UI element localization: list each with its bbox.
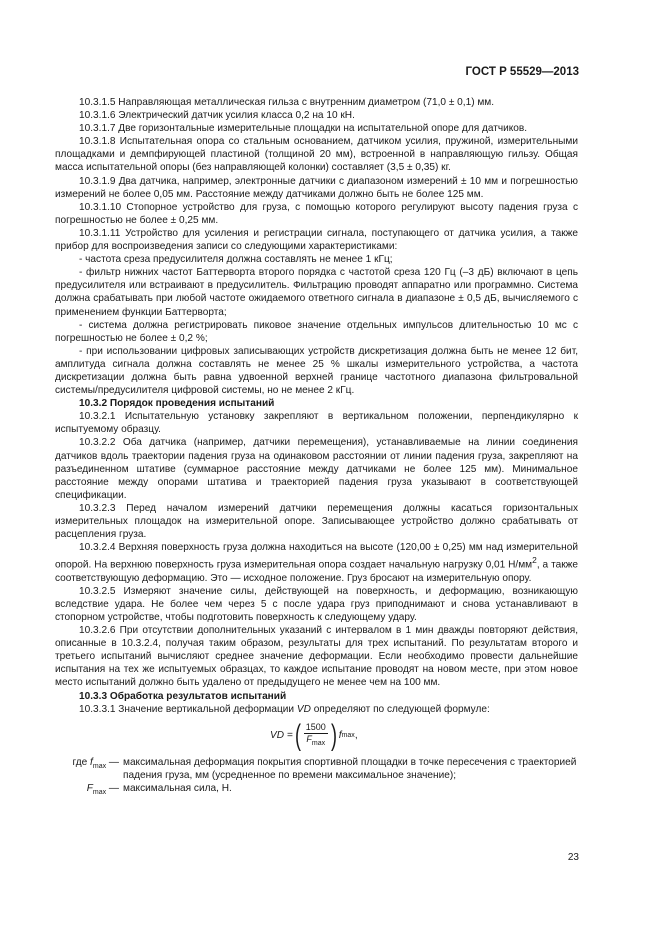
- clause-text-cont: , а также соответствующую деформацию. Это — исходное положение. Груз бросают на измерительную опору.: [55, 559, 578, 584]
- clause-10-3-2-1: 10.3.2.1 Испытательную установку закрепляют в вертикальном положении, перпендикулярно к испытуемому образцу.: [55, 411, 578, 436]
- page-body: [55, 96, 578, 799]
- dash: —: [106, 756, 119, 768]
- document-code: ГОСТ Р 55529—2013: [465, 66, 579, 78]
- list-item-peak: - система должна регистрировать пиковое значение отдельных импульсов длительностью 10 мс с погрешностью не более ± 0,2 %;: [55, 319, 578, 344]
- clause-text: 10.3.2.4 Верхняя поверхность груза должна находиться на высоте (120,00 ± 0,25) мм над измерительной опорой. На верхнюю поверхность груза измерительная опора создает начальную нагрузку 0,01 Н/мм: [55, 542, 578, 571]
- clause-text-cont: определяют по следующей формуле:: [310, 703, 490, 715]
- clause-10-3-3-1: [55, 703, 578, 716]
- where-word: где: [72, 756, 91, 768]
- page-number: 23: [567, 852, 579, 863]
- clause-10-3-1-11: 10.3.1.11 Устройство для усиления и регистрации сигнала, поступающего от датчика усилия, а также прибор для воспроизведения записи со следующими характеристиками:: [55, 227, 578, 253]
- denominator: [306, 734, 325, 749]
- clause-10-3-2-2: 10.3.2.2 Оба датчика (например, датчики перемещения), устанавливаемые на линии соединения датчиков вдоль траектории падения груза на одинаковом расстоянии от линии падения груза, закрепляют на разъединенном штативе (суммарное расстояние между датчиками не более 125 мм). Минимальное расстояние между опорами штатива и траекторией падения груза указывают в соответствующей спецификации.: [55, 437, 578, 501]
- def-text-Fmax: максимальная сила, Н.: [123, 782, 232, 794]
- superscript: 2: [532, 555, 537, 566]
- dash: —: [106, 782, 119, 794]
- denominator-sub: max: [311, 740, 326, 748]
- formula: [55, 720, 578, 752]
- def-text-fmax: максимальная деформация покрытия спортивной площадки в точке пересечения с траекторией падения груза, мм (усредненное по времени максимальное значение);: [123, 756, 577, 781]
- clause-10-3-1-5: 10.3.1.5 Направляющая металлическая гильза с внутренним диаметром (71,0 ± 0,1) мм.: [79, 97, 495, 108]
- left-paren: (: [294, 718, 301, 752]
- fraction: [304, 722, 328, 749]
- formula-lhs: VD =: [270, 730, 293, 742]
- clause-10-3-1-9: 10.3.1.9 Два датчика, например, электронные датчики с диапазоном измерений ± 10 мм и погрешностью измерений не более 0,05 мм. Расстояние между датчиками должно быть не более 125 мм.: [55, 175, 578, 200]
- var-sub: max: [92, 788, 107, 796]
- clause-10-3-2-6: 10.3.2.6 При отсутствии дополнительных указаний с интервалом в 1 мин дважды повторяют действия, описанные в 10.3.2.4, получая таким образом, результаты для трех испытаний. По результатам второго и третьего испытаний вычисляют среднее значение деформации. Если необходимо провести дальнейшие испытания на тех же испытуемых образцах, то каждое испытание проводят на новом месте, при этом новое место испытаний должно быть удалено от предыдущего не менее чем на 100 мм.: [55, 625, 578, 689]
- var-sub: max: [92, 762, 107, 770]
- clause-10-3-2-3: 10.3.2.3 Перед началом измерений датчики перемещения должны касаться горизонтальных измерительных площадок на измерительной опоре. Записывающее устройство должно срабатывать от расцепления груза.: [55, 502, 578, 541]
- clause-10-3-1-6: 10.3.1.6 Электрический датчик усилия класса 0,2 на 10 кН.: [79, 110, 355, 122]
- clause-10-3-1-8: 10.3.1.8 Испытательная опора со стальным основанием, датчиком усилия, пружиной, измерительными площадками и демпфирующей пластиной (толщиной 20 мм), встроенной в направляющую гильзу. Общая масса испытательной опоры (без направляющей колонки) составляет (3,5 ± 0,35) кг.: [55, 136, 578, 174]
- list-item-filter: - фильтр нижних частот Баттерворта второго порядка с частотой среза 120 Гц (–3 дБ) включают в цепь предусилителя или встраивают в предусилитель. Фильтрацию проводят аппаратно или программно. Система должна срабатывать при любой частоте ожидаемого ответного сигнала в диапазоне ± 0,5 дБ, вычисляемого с применением функции Баттерворта;: [55, 267, 578, 318]
- section-heading-10-3-3: 10.3.3 Обработка результатов испытаний: [79, 690, 287, 702]
- clause-text: 10.3.3.1 Значение вертикальной деформации: [79, 703, 297, 715]
- list-item-digital: - при использовании цифровых записывающих устройств дискретизация должна быть не менее 12 бит, амплитуда сигнала должна составлять не менее 25 % шкалы измерительного устройства, а частота дискретизации должна быть равна удвоенной верхней границе частотного диапазона фильтровальной системы/предусилителя цифровой системы, но не менее 2 кГц.: [55, 345, 578, 397]
- rhs-var: f: [338, 730, 342, 742]
- clause-10-3-1-10: 10.3.1.10 Стопорное устройство для груза, с помощью которого регулируют высоту падения груза с погрешностью не более ± 0,25 мм.: [55, 201, 578, 226]
- var-symbol: f: [90, 756, 93, 768]
- section-heading-10-3-2: 10.3.2 Порядок проведения испытаний: [79, 398, 275, 410]
- var-symbol: F: [86, 782, 93, 794]
- clause-10-3-2-5: 10.3.2.5 Измеряют значение силы, действующей на поверхность, и деформацию, возникающую вследствие удара. Не более чем через 5 с после удара груз приподнимают и снова устанавливают в стопорном устройстве, чтобы подготовить поверхность к следующему удару.: [55, 585, 578, 624]
- clause-10-3-1-7: 10.3.1.7 Две горизонтальные измерительные площадки на испытательной опоре для датчиков.: [79, 123, 528, 135]
- list-item-cutoff: - частота среза предусилителя должна составлять не менее 1 кГц;: [79, 254, 393, 266]
- def-label-fmax: [55, 756, 119, 782]
- clause-10-3-2-4: [55, 541, 578, 585]
- vd-symbol: VD: [296, 703, 311, 715]
- right-paren: ): [330, 718, 337, 752]
- denominator-var: F: [306, 734, 312, 745]
- rhs-sub: max: [341, 732, 355, 740]
- numerator: 1500: [305, 722, 326, 733]
- def-label-Fmax: [55, 782, 119, 799]
- variable-definitions: [55, 756, 578, 799]
- formula-end: ,: [354, 730, 358, 742]
